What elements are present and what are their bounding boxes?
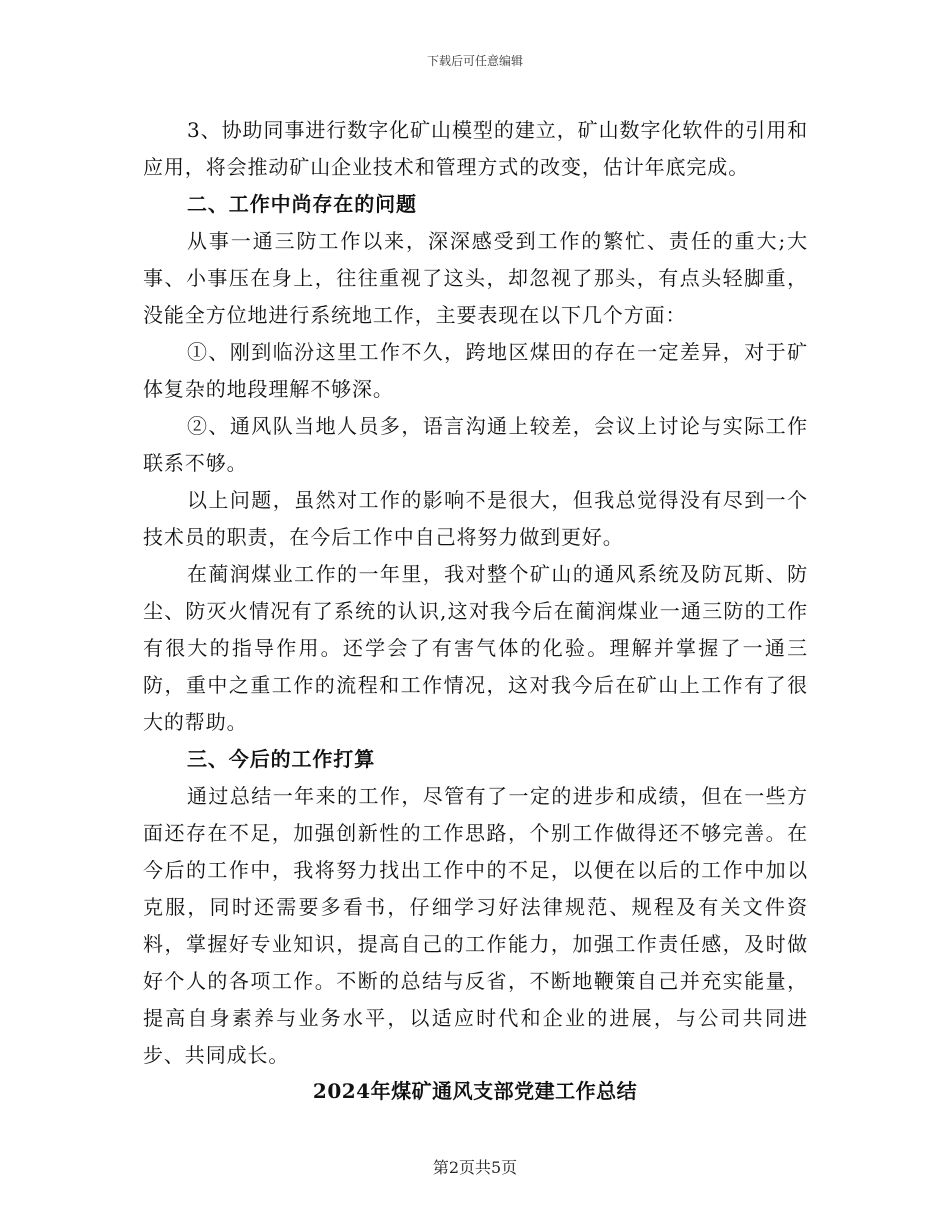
paragraph-item-3: 3、协助同事进行数字化矿山模型的建立，矿山数字化软件的引用和应用，将会推动矿山企业技术和管理方式的改变，估计年底完成。 [143,118,808,179]
paragraph-year-review: 在蔺润煤业工作的一年里，我对整个矿山的通风系统及防瓦斯、防尘、防灭火情况有了系统的认识,这对我今后在蔺润煤业一通三防的工作有很大的指导作用。还学会了有害气体的化验。理解并掌握了一通三防，重中之重工作的流程和工作情况，这对我今后在矿山上工作有了很大的帮助。 [143,562,808,734]
section-heading-plans: 三、今后的工作打算 [187,747,376,771]
next-document-title: 2024年煤矿通风支部党建工作总结 [312,1079,638,1103]
page-header-note: 下载后可任意编辑 [426,54,523,68]
paragraph-problem-2: ②、通风队当地人员多，语言沟通上较差，会议上讨论与实际工作联系不够。 [143,414,808,475]
section-heading-problems: 二、工作中尚存在的问题 [187,192,417,216]
document-body [143,112,808,1074]
paragraph-problems-intro: 从事一通三防工作以来，深深感受到工作的繁忙、责任的重大;大事、小事压在身上，往往重视了这头，却忽视了那头，有点头轻脚重，没能全方位地进行系统地工作，主要表现在以下几个方面： [143,229,808,327]
paragraph-future-plans: 通过总结一年来的工作，尽管有了一定的进步和成绩，但在一些方面还存在不足，加强创新性的工作思路，个别工作做得还不够完善。在今后的工作中，我将努力找出工作中的不足，以便在以后的工作中加以克服，同时还需要多看书，仔细学习好法律规范、规程及有关文件资料，掌握好专业知识，提高自己的工作能力，加强工作责任感，及时做好个人的各项工作。不断的总结与反省，不断地鞭策自己并充实能量，提高自身素养与业务水平，以适应时代和企业的进展，与公司共同进步、共同成长。 [143,784,808,1067]
paragraph-problem-1: ①、刚到临汾这里工作不久，跨地区煤田的存在一定差异，对于矿体复杂的地段理解不够深。 [143,340,808,401]
page-number-footer: 第2页共5页 [432,1158,518,1177]
paragraph-problems-summary: 以上问题，虽然对工作的影响不是很大，但我总觉得没有尽到一个技术员的职责，在今后工作中自己将努力做到更好。 [143,488,808,549]
